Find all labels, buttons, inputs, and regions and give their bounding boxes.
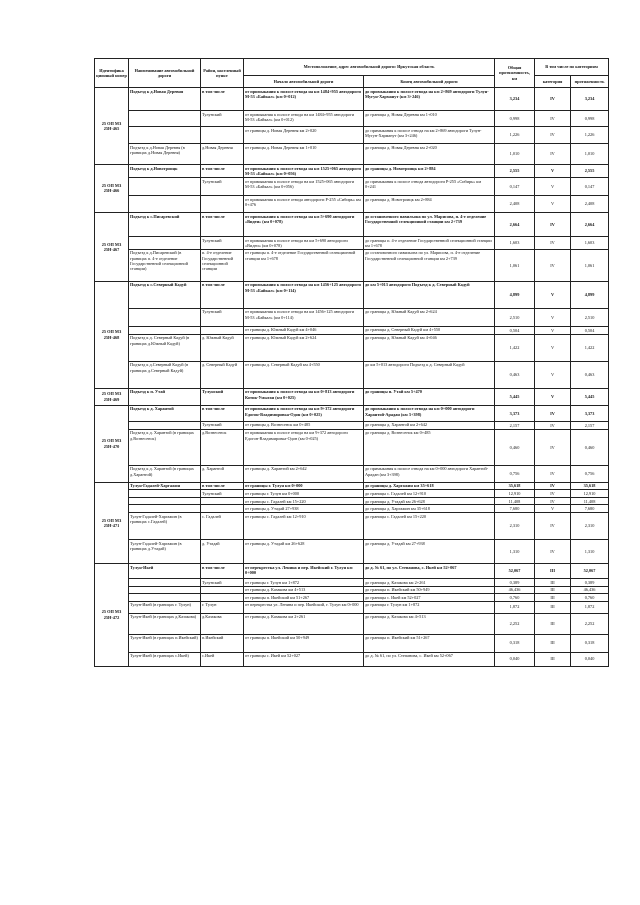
total-length: 0,504: [495, 326, 535, 334]
end-point: до границы д. Новотроицк км 2+884: [364, 165, 495, 178]
category-length: 0,756: [571, 465, 609, 482]
category-length: 0,040: [571, 652, 609, 666]
road-name: Подъезд к с.Писаревский: [129, 212, 201, 236]
category-length: 4,899: [571, 281, 609, 308]
road-name: [129, 497, 201, 505]
start-point: от границы д. Утадай 27+938: [244, 505, 364, 513]
road-id: 25 ОП МЗ 25Н-470: [95, 405, 129, 482]
table-row: [95, 212, 609, 236]
end-point: до границы д. Харантой км 2+642: [364, 421, 495, 429]
total-length: 12,910: [495, 490, 535, 498]
start-point: от примыкания к полосе отвода на км 5+690 автодороги «Видеи» (км 0+078): [244, 236, 364, 249]
table-row: [95, 465, 609, 482]
category-length: 1,872: [571, 601, 609, 613]
start-point: от примыкания к полосе отвода на км 1484+955 автодороги М-53 «Байкал» (км 0+012): [244, 88, 364, 111]
start-point: от границы п. Икейский км 51+267: [244, 594, 364, 602]
end-point: до примыкания к полосе отвода на км 2+869 автодороги Тулун-Мугун-Харманут (км 3+246): [364, 88, 495, 111]
end-point: до границы д. Харгажин км 35+618: [364, 482, 495, 490]
table-row: [95, 613, 609, 634]
category-length: 46,436: [571, 586, 609, 594]
district: д. Харантой: [201, 465, 244, 482]
start-point: от примыкания к полосе отвода на км 9+372 автодороги Едогон-Владимировка-Одон (км 0+025): [244, 405, 364, 421]
start-point: от примыкания к полосе отвода на км 1456+125 автодороги М-53 «Байкал» (км 0+114): [244, 308, 364, 326]
total-length: 5,445: [495, 388, 535, 405]
end-point: до границы д. Южный Кадуй км 4+046: [364, 334, 495, 361]
category: III: [535, 586, 571, 594]
district: д.Казакова: [201, 613, 244, 634]
road-id: 25 ОП МЗ 25Н-465: [95, 88, 129, 165]
district: Тулунский: [201, 236, 244, 249]
end-point: до границы д. Новая Деревня км 1+010: [364, 111, 495, 127]
district: д. Северный Кадуй: [201, 361, 244, 388]
district: Тулунский: [201, 490, 244, 498]
end-point: до границы д. Северный Кадуй км 4+550: [364, 326, 495, 334]
district: [201, 586, 244, 594]
road-name: Подъезд к д.Новая Деревня (в границах д.Новая Деревня): [129, 144, 201, 165]
start-point: от примыкания к полосе отвода автодороги Р-255 «Сибирь» км 0+476: [244, 195, 364, 212]
district: п.Икейский: [201, 634, 244, 652]
category-length: 0,760: [571, 594, 609, 602]
road-name: Подъезд к д.Писаревский (в границах п. 4-е отделение Государственной селекционной станции): [129, 249, 201, 281]
total-length: 0,040: [495, 652, 535, 666]
road-name: Тулун-Гадалей-Харгажин (в границах д.Утадай): [129, 540, 201, 564]
road-name: Тулун-Икей (в границах д.Казакова): [129, 613, 201, 634]
end-point: до границы с. Гадалей км 12+910: [364, 490, 495, 498]
category: IV: [535, 482, 571, 490]
total-length: 2,555: [495, 165, 535, 178]
total-length: 7,680: [495, 505, 535, 513]
category: V: [535, 388, 571, 405]
table-row: [95, 505, 609, 513]
table-row: [95, 586, 609, 594]
table-row: [95, 361, 609, 388]
district: в том числе: [201, 564, 244, 579]
table-row: [95, 144, 609, 165]
category-length: 52,067: [571, 564, 609, 579]
category-length: 35,618: [571, 482, 609, 490]
start-point: от границы д. Казакова км 2+261: [244, 613, 364, 634]
total-length: 2,408: [495, 195, 535, 212]
end-point: до д. № 61, по ул. Степанова, с. Икей км 52+067: [364, 564, 495, 579]
category-length: 2,664: [571, 212, 609, 236]
table-row: [95, 579, 609, 587]
total-length: 1,422: [495, 334, 535, 361]
total-length: 0,760: [495, 594, 535, 602]
district: [201, 326, 244, 334]
total-length: 1,061: [495, 249, 535, 281]
road-registry-table: [94, 58, 608, 667]
district: Тулунский: [201, 177, 244, 195]
district: с. Гадалей: [201, 513, 244, 540]
road-id: 25 ОП МЗ 25Н-468: [95, 281, 129, 388]
end-point: до примыкания к полосе отвода на км 0+000 автодороги Харантой-Арадан (км 3+398): [364, 405, 495, 421]
district: [201, 505, 244, 513]
road-name: Тулун-Икей: [129, 564, 201, 579]
start-point: от границы п. Икейский км 50+949: [244, 634, 364, 652]
start-point: от границы п. 4-е отделение Государственной селекционной станции км 1+678: [244, 249, 364, 281]
district: д.Вознесенск: [201, 429, 244, 465]
table-row: [95, 490, 609, 498]
category-length: 1,603: [571, 236, 609, 249]
header-cat: категория: [535, 76, 571, 88]
start-point: от границы д. Южный Кадуй км 2+624: [244, 334, 364, 361]
category-length: 2,408: [571, 195, 609, 212]
start-point: от примыкания к полосе отвода на км 5+690 автодороги «Видеи» (км 0+078): [244, 212, 364, 236]
road-name: [129, 236, 201, 249]
category-length: 0,998: [571, 111, 609, 127]
end-point: до границы д. Харгажин км 35+618: [364, 505, 495, 513]
district: д. Утадай: [201, 540, 244, 564]
road-name: [129, 505, 201, 513]
road-name: Тулун-Гадалей-Харгажин: [129, 482, 201, 490]
district: д. Южный Кадуй: [201, 334, 244, 361]
table-row: [95, 601, 609, 613]
end-point: до д. № 61, по ул. Степанова, с. Икей км 52+067: [364, 652, 495, 666]
end-point: до границы п. 4-е отделение Государственной селекционной станции км 1+678: [364, 236, 495, 249]
start-point: от перекрестка ул. Ленина и пер. Икейский, г. Тулун км 0+000: [244, 601, 364, 613]
district: [201, 594, 244, 602]
category: III: [535, 594, 571, 602]
header-len: протяженность: [571, 76, 609, 88]
table-row: [95, 594, 609, 602]
total-length: 1,603: [495, 236, 535, 249]
category-length: 1,010: [571, 144, 609, 165]
category-length: 2,310: [571, 513, 609, 540]
end-point: до примыкания к полосе отвода на км 0+000 автодороги Харантой-Арадан (км 3+398): [364, 465, 495, 482]
start-point: от примыкания к полосе отвода на км 1484+955 автодороги М-53 «Байкал» (км 0+012): [244, 111, 364, 127]
district: в том числе: [201, 405, 244, 421]
total-length: 1,010: [495, 144, 535, 165]
category-length: 3,373: [571, 405, 609, 421]
end-point: до границы д. Утадай км 26+628: [364, 497, 495, 505]
header-start: Начало автомобильной дороги: [244, 76, 364, 88]
category: IV: [535, 429, 571, 465]
category-length: 1,061: [571, 249, 609, 281]
road-name: Тулун-Икей (в границах п.Икейский): [129, 634, 201, 652]
category-length: 3,234: [571, 88, 609, 111]
category: III: [535, 564, 571, 579]
end-point: до границы с. Гадалей км 15+220: [364, 513, 495, 540]
district: в том числе: [201, 88, 244, 111]
total-length: 0,998: [495, 111, 535, 127]
total-length: 1,226: [495, 127, 535, 144]
district: [201, 497, 244, 505]
total-length: 0,389: [495, 579, 535, 587]
road-name: [129, 326, 201, 334]
category-length: 1,422: [571, 334, 609, 361]
start-point: от примыкания к полосе отвода на км 1525+065 автодороги М-53 «Байкал» (км 0+056): [244, 165, 364, 178]
total-length: 0,756: [495, 465, 535, 482]
start-point: от границы с. Гадалей км 15+220: [244, 497, 364, 505]
road-name: Подъезд к д.Новая Деревня: [129, 88, 201, 111]
category-length: 12,910: [571, 490, 609, 498]
table-row: [95, 513, 609, 540]
table-body: [95, 88, 609, 667]
end-point: до примыкания к полосе отвода на км 2+869 автодороги Тулун-Мугун-Харманут (км 3+246): [364, 127, 495, 144]
category: IV: [535, 405, 571, 421]
end-point: до границы д. Утадай км 27+938: [364, 540, 495, 564]
category: V: [535, 361, 571, 388]
total-length: 0,147: [495, 177, 535, 195]
end-point: до остановочного павильона по ул. Марисова, п. 4-е отделение Государственной селекционной станции км 2+739: [364, 249, 495, 281]
category: III: [535, 652, 571, 666]
table-row: [95, 405, 609, 421]
district: Тулунский: [201, 388, 244, 405]
start-point: от границы г. Тулун км 1+872: [244, 579, 364, 587]
start-point: от границы г. Тулун км 0+000: [244, 482, 364, 490]
table-row: [95, 334, 609, 361]
table-row: [95, 652, 609, 666]
district: Тулунский: [201, 308, 244, 326]
road-name: [129, 421, 201, 429]
road-name: [129, 308, 201, 326]
category-length: 7,680: [571, 505, 609, 513]
table-row: [95, 540, 609, 564]
district: Тулунский: [201, 111, 244, 127]
category: IV: [535, 513, 571, 540]
total-length: 2,157: [495, 421, 535, 429]
start-point: от границы д. Северный Кадуй км 4+550: [244, 361, 364, 388]
category-length: 0,389: [571, 579, 609, 587]
end-point: до границы п. Икейский км 50+949: [364, 586, 495, 594]
end-point: до остановочного павильона по ул. Марисова, п. 4-е отделение Государственной селекционной станции км 2+739: [364, 212, 495, 236]
category-length: 11,408: [571, 497, 609, 505]
road-name: Подъезд к д. Северный Кадуй (в границах д.Южный Кадуй): [129, 334, 201, 361]
road-name: Подъезд к д. Харантой: [129, 405, 201, 421]
category-length: 2,555: [571, 165, 609, 178]
total-length: 46,436: [495, 586, 535, 594]
start-point: от границы с. Гадалей км 12+910: [244, 513, 364, 540]
start-point: от границы г. Тулун км 0+000: [244, 490, 364, 498]
total-length: 0,460: [495, 429, 535, 465]
start-point: от границы д. Новая Деревня км 2+020: [244, 127, 364, 144]
total-length: 3,234: [495, 88, 535, 111]
table-row: [95, 482, 609, 490]
category-length: 1,310: [571, 540, 609, 564]
category: V: [535, 281, 571, 308]
road-name: [129, 111, 201, 127]
end-point: до км 5+013 автодороги Подъезд к д. Северный Кадуй: [364, 361, 495, 388]
district: [201, 127, 244, 144]
road-id: 25 ОП МЗ 25Н-472: [95, 564, 129, 667]
road-name: Тулун-Икей (в границах с.Икей): [129, 652, 201, 666]
category: IV: [535, 540, 571, 564]
district: в том числе: [201, 212, 244, 236]
road-id: 25 ОП МЗ 25Н-467: [95, 212, 129, 281]
end-point: до границы д. Вознесенск км 0+485: [364, 429, 495, 465]
category: IV: [535, 127, 571, 144]
category: V: [535, 334, 571, 361]
district: в том числе: [201, 482, 244, 490]
road-name: Подъезд к д. Харантой (в границах д.Харантой): [129, 465, 201, 482]
table-row: [95, 388, 609, 405]
district: в том числе: [201, 281, 244, 308]
total-length: 0,463: [495, 361, 535, 388]
road-id: 25 ОП МЗ 25Н-471: [95, 482, 129, 563]
road-name: Подъезд к п. Утай: [129, 388, 201, 405]
district: г. Тулун: [201, 601, 244, 613]
category-length: 0,504: [571, 326, 609, 334]
category: III: [535, 601, 571, 613]
start-point: от примыкания к полосе отвода на км 0+813 автодороги Котик-Умыган (км 0+025): [244, 388, 364, 405]
total-length: 2,310: [495, 513, 535, 540]
category-length: 2,252: [571, 613, 609, 634]
category: IV: [535, 465, 571, 482]
start-point: от примыкания к полосе отвода на км 1525+065 автодороги М-53 «Байкал» (км 0+056): [244, 177, 364, 195]
category: IV: [535, 88, 571, 111]
category-length: 5,445: [571, 388, 609, 405]
table-row: [95, 195, 609, 212]
district: д.Новая Деревня: [201, 144, 244, 165]
table-row: [95, 88, 609, 111]
category: IV: [535, 236, 571, 249]
end-point: до границы г. Тулун км 1+872: [364, 601, 495, 613]
table-row: [95, 111, 609, 127]
road-name: [129, 127, 201, 144]
category: III: [535, 613, 571, 634]
table-row: [95, 634, 609, 652]
table-row: [95, 326, 609, 334]
category: IV: [535, 212, 571, 236]
road-name: [129, 586, 201, 594]
table-row: [95, 564, 609, 579]
start-point: от примыкания к полосе отвода на км 1456+125 автодороги М-53 «Байкал» (км 0+114): [244, 281, 364, 308]
start-point: от границы д. Утадай км 26+628: [244, 540, 364, 564]
table-row: [95, 281, 609, 308]
start-point: от перекрестка ул. Ленина и пер. Икейский г. Тулун км 0+000: [244, 564, 364, 579]
table-row: [95, 165, 609, 178]
total-length: 2,664: [495, 212, 535, 236]
category-length: 1,226: [571, 127, 609, 144]
category: III: [535, 579, 571, 587]
category: V: [535, 165, 571, 178]
header-district: Район, населенный пункт: [201, 59, 244, 88]
category: IV: [535, 490, 571, 498]
start-point: от границы д. Харантой км 2+642: [244, 465, 364, 482]
road-name: Подъезд к с.Северный Кадуй: [129, 281, 201, 308]
category: V: [535, 308, 571, 326]
road-name: [129, 177, 201, 195]
end-point: до границы д. Новая Деревня км 2+020: [364, 144, 495, 165]
end-point: до границы п. Икейский км 51+267: [364, 634, 495, 652]
start-point: от границы с. Икей км 52+027: [244, 652, 364, 666]
category: V: [535, 177, 571, 195]
road-name: Подъезд к д.Северный Кадуй (в границах д.Северный Кадуй): [129, 361, 201, 388]
category: IV: [535, 111, 571, 127]
total-length: 1,872: [495, 601, 535, 613]
category-length: 0,318: [571, 634, 609, 652]
end-point: до км 5+013 автодороги Подъезд к д. Северный Кадуй: [364, 281, 495, 308]
category-length: 2,510: [571, 308, 609, 326]
end-point: до границы д. Казакова км 4+513: [364, 613, 495, 634]
table-row: [95, 236, 609, 249]
district: Тулунский: [201, 421, 244, 429]
total-length: 1,310: [495, 540, 535, 564]
road-name: Подъезд к д.Новотроицк: [129, 165, 201, 178]
total-length: 11,408: [495, 497, 535, 505]
table-row: [95, 429, 609, 465]
end-point: до границы д. Новотроицк км 2+884: [364, 195, 495, 212]
category-length: 0,460: [571, 429, 609, 465]
road-name: [129, 195, 201, 212]
total-length: 2,510: [495, 308, 535, 326]
header-end: Конец автомобильной дороги: [364, 76, 495, 88]
end-point: до примыкания к полосе отвода автодороги Р-255 «Сибирь» км 0+241: [364, 177, 495, 195]
start-point: от границы д. Вознесенск км 0+485: [244, 421, 364, 429]
category-length: 2,157: [571, 421, 609, 429]
end-point: до границы д. Казакова км 2+261: [364, 579, 495, 587]
category: III: [535, 634, 571, 652]
header-incl: В том числе по категориям: [535, 59, 609, 76]
total-length: 2,252: [495, 613, 535, 634]
end-point: до границы с. Икей км 52+027: [364, 594, 495, 602]
road-id: 25 ОП МЗ 25Н-466: [95, 165, 129, 213]
table-row: [95, 497, 609, 505]
road-name: [129, 579, 201, 587]
road-name: Тулун-Икей (в границах г. Тулун): [129, 601, 201, 613]
table-row: [95, 177, 609, 195]
start-point: от границы д. Южный Кадуй км 4+046: [244, 326, 364, 334]
category: IV: [535, 421, 571, 429]
table-row: [95, 249, 609, 281]
start-point: от границы д. Новая Деревня км 1+010: [244, 144, 364, 165]
total-length: 4,899: [495, 281, 535, 308]
end-point: до границы д. Южный Кадуй км 2+624: [364, 308, 495, 326]
road-name: Тулун-Гадалей-Харгажин (в границах с.Гадалей): [129, 513, 201, 540]
header-location: Местоположение, адрес автомобильной дороги: Иркутская область: [244, 59, 495, 76]
end-point: до границы п. Утай км 5+470: [364, 388, 495, 405]
district: в том числе: [201, 165, 244, 178]
total-length: 52,067: [495, 564, 535, 579]
road-name: [129, 594, 201, 602]
total-length: 35,618: [495, 482, 535, 490]
total-length: 0,318: [495, 634, 535, 652]
district: п. 4-е отделение Государственной селекционной станции: [201, 249, 244, 281]
district: с.Икей: [201, 652, 244, 666]
category: V: [535, 326, 571, 334]
category: IV: [535, 497, 571, 505]
header-total: Общая протяженность, км: [495, 59, 535, 88]
table-row: [95, 308, 609, 326]
category: IV: [535, 249, 571, 281]
table-row: [95, 421, 609, 429]
district: [201, 195, 244, 212]
category-length: 0,147: [571, 177, 609, 195]
category: V: [535, 505, 571, 513]
category: V: [535, 195, 571, 212]
table-row: [95, 127, 609, 144]
road-name: Подъезд к д. Харантой (в границах д.Вознесенск): [129, 429, 201, 465]
start-point: от границы д. Казакова км 4+513: [244, 586, 364, 594]
road-name: [129, 490, 201, 498]
header-name: Наименование автомобильной дороги: [129, 59, 201, 88]
header-id: Идентифика ционный номер: [95, 59, 129, 88]
district: Тулунский: [201, 579, 244, 587]
road-id: 25 ОП МЗ 25Н-469: [95, 388, 129, 405]
total-length: 3,373: [495, 405, 535, 421]
category-length: 0,463: [571, 361, 609, 388]
start-point: от примыкания к полосе отвода на км 9+372 автодороги Едогон-Владимировка-Одон (км 0+025): [244, 429, 364, 465]
category: IV: [535, 144, 571, 165]
